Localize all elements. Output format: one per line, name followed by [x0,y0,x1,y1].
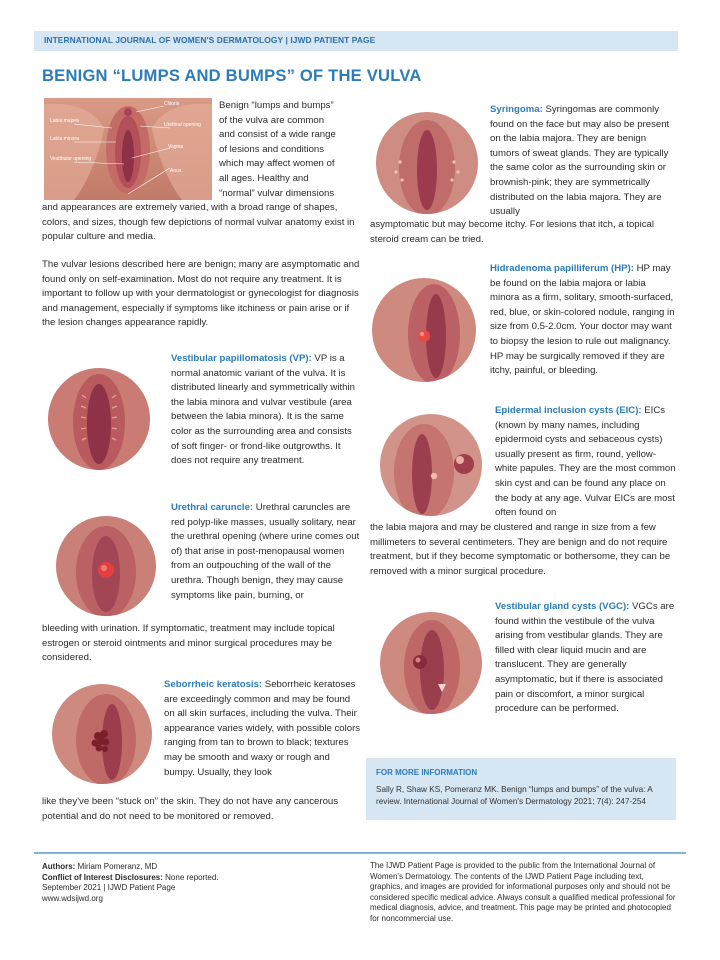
vestibular-papillomatosis-image [48,368,150,470]
vgc-text: VGCs are found within the vestibule of the vulva arising from vestibular glands. They are filled with clear liquid mucin and are translucent. They are generally asymptomatic, but if there is associated pain or discomfort, a minor surgical procedure can be performed. [495,601,675,715]
hidradenoma-papilliferum-image [372,278,476,382]
sk-heading: Seborrheic keratosis: [164,679,263,690]
sk-text-top: Seborrheic keratoses are exceedingly common and may be found on all skin surfaces, including the vulva. Their appearance varies widely, with possible colors ranging from tan to brown to black; textures may be smooth and waxy or rough and bumpy. Usually, they look [164,679,361,778]
syr-paragraph-top [490,103,676,220]
intro-paragraph-2: The vulvar lesions described here are benign; many are asymptomatic and found only on self-examination. Most do not require any treatment. It is important to follow up with your dermatologist or gynecologist for diagnosis and management, especially if symptoms like itchiness or pain arise or if the lesion changes appearance rapidly. [42,259,360,329]
journal-header-text: INTERNATIONAL JOURNAL OF WOMEN'S DERMATOLOGY | IJWD PATIENT PAGE [44,35,376,45]
footer-disclaimer: The IJWD Patient Page is provided to the public from the International Journal of Women's Dermatology. The contents of the IJWD Patient Page including text, graphics, and images are provided for informational purposes only and should not be considered specific medical advice. Always consult a qualified medical professional for medical diagnosis, advice, and treatment. This page may be printed and photocopied for noncommercial use. [370,861,676,923]
journal-header-bar [34,31,678,51]
label-labia-minora: Labia minora [50,136,79,142]
sk-paragraph-top [164,678,362,780]
hp-heading: Hidradenoma papilliferum (HP): [490,263,634,274]
more-information-label: FOR MORE INFORMATION [376,768,478,777]
reference-citation: Sally R, Shaw KS, Pomeranz MK. Benign “lumps and bumps” of the vulva: A review. International Journal of Women's Dermatology 2021; 7(4): 247-254 [376,785,653,806]
label-urethral-opening: Urethral opening [164,122,201,128]
label-vestibular-opening: Vestibular opening [50,156,92,162]
uc-heading: Urethral caruncle: [171,502,254,513]
intro-paragraph-rest: and appearances are extremely varied, with a broad range of shapes, colors, and sizes, though few depictions of normal vulvar anatomy exist in popular culture and media. [42,202,355,243]
eic-heading: Epidermal inclusion cysts (EIC): [495,405,642,416]
hp-paragraph [490,262,676,379]
footer-authors: Authors: Miriam Pomeranz, MD [42,862,158,871]
label-labia-majora: Labia majora [50,118,79,124]
urethral-caruncle-image [56,516,156,616]
syringoma-image [376,112,478,214]
seborrheic-keratosis-image [52,684,152,784]
label-clitoris: Clitoris [164,101,180,107]
vp-heading: Vestibular papillomatosis (VP): [171,353,312,364]
uc-paragraph-rest: bleeding with urination. If symptomatic, treatment may include topical estrogen or steroid ointments and minor surgical procedures may be considered. [42,623,335,664]
label-anus: Anus [170,168,182,174]
syr-paragraph-rest: asymptomatic but may become itchy. For lesions that itch, a topical steroid cream can be tried. [370,219,655,245]
eic-paragraph-rest: the labia majora and may be clustered and range in size from a few millimeters to several centimeters. They are benign and do not require treatment, but if they become symptomatic or bothersome, they can be removed with a minor surgical procedure. [370,522,671,577]
vulva-anatomy-illustration [44,98,212,200]
vgc-heading: Vestibular gland cysts (VGC): [495,601,630,612]
vp-text: VP is a normal anatomic variant of the vulva. It is distributed linearly and symmetrically within the labia minora and vulvar vestibule (area between the labia minora). It is the same color as the surrounding area and consists of soft finger- or frond-like outgrowths. It does not require any treatment. [171,353,355,467]
epidermal-inclusion-cysts-image [380,414,482,516]
footer-left [42,862,342,904]
footer-date: September 2021 | IJWD Patient Page [42,883,176,893]
vp-paragraph [171,352,361,469]
syr-heading: Syringoma: [490,104,543,115]
sk-paragraph-rest: like they've been “stuck on” the skin. They do not have any cancerous potential and do not need to be monitored or removed. [42,796,339,822]
footer-divider [34,852,686,854]
footer-coi: Conflict of Interest Disclosures: None reported. [42,872,219,882]
hp-text: HP may be found on the labia majora or labia minora as a firm, solitary, smooth-surfaced, red, blue, or skin-colored nodule, ranging in size from 0.5-2.0cm. Your doctor may want to biopsy the lesion to rule out malignancy. HP may be surgically removed if they are itchy, painful, or bleeding. [490,263,675,377]
syr-text-top: Syringomas are commonly found on the face but may also be present on the labia majora. They are benign tumors of sweat glands. They are typically the same color as the surrounding skin or brownish-pink; they are symmetrically distributed on the labia majora. They are usually [490,104,670,218]
vgc-paragraph [495,600,677,717]
uc-paragraph-top [171,501,361,603]
footer-url[interactable]: www.wdsijwd.org [42,893,103,903]
intro-paragraph-top: Benign “lumps and bumps” of the vulva are common and consist of a wide range of lesions and conditions which may affect women of all ages. Healthy and “normal” vulvar dimensions [219,100,336,199]
eic-text-top: EICs (known by many names, including epidermoid cysts and sebaceous cysts) usually present as firm, round, yellow-white papules. They are the most common skin cyst and can be found any place on the body at any age. Vulvar EICs are most often found on [495,405,676,519]
more-information-box [366,758,676,820]
vestibular-gland-cysts-image [380,612,482,714]
label-vagina: Vagina [168,144,184,150]
uc-text-top: Urethral caruncles are red polyp-like masses, usually solitary, near the urethral opening (where urine comes out of) that arise in post-menopausal women from an outpouching of the wall of the urethra. Though benign, they may cause symptoms like pain, burning, or [171,502,360,601]
eic-paragraph-top [495,404,677,521]
page-title: BENIGN “LUMPS AND BUMPS” OF THE VULVA [42,66,422,85]
